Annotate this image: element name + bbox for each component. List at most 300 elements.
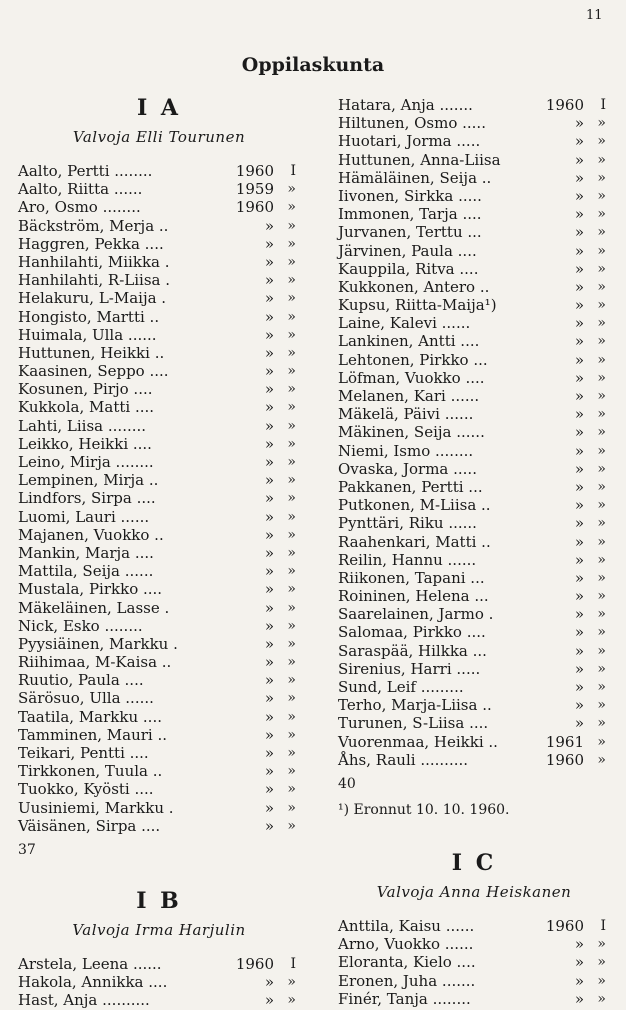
student-class: » [597,297,606,314]
student-year: » [264,416,274,435]
list-item [338,514,610,532]
student-year: » [574,971,584,990]
list-item [338,660,610,678]
student-class: » [597,406,606,423]
student-class: » [597,351,606,368]
student-class: » [597,936,606,953]
list-item [338,387,610,405]
student-name: Aro, Osmo ........ [18,198,141,217]
student-name: Huttunen, Heikki .. [18,343,165,362]
list-item [338,551,610,569]
student-name: Mäkeläinen, Lasse . [18,598,170,617]
student-class: » [287,599,296,616]
student-name: Mankin, Marja .... [18,543,154,562]
student-year: » [574,514,584,533]
student-name: Hiltunen, Osmo ..... [338,114,486,133]
student-year: » [574,659,584,678]
student-name: Mustala, Pirkko .... [18,580,163,599]
student-year: » [574,623,584,642]
student-class: » [597,533,606,550]
student-year: » [264,234,274,253]
student-class: I [290,163,296,179]
list-item [338,205,610,223]
student-year: » [264,634,274,653]
student-class: » [597,954,606,971]
student-class: » [287,326,296,343]
student-class: » [597,442,606,459]
student-class: » [597,660,606,677]
student-class: » [287,617,296,634]
student-name: Kauppila, Ritva .... [338,259,479,278]
student-name: Riihimaa, M-Kaisa .. [18,653,172,672]
student-year: » [574,387,584,405]
list-item [18,653,300,671]
student-year: 1960 [545,96,584,114]
student-class: » [287,974,296,991]
student-year: » [264,380,274,399]
student-name: Jurvanen, Terttu ... [338,223,482,242]
list-item [18,380,300,398]
page-title: Oppilaskunta [241,54,385,76]
student-name: Kukkonen, Antero .. [338,277,490,296]
student-class: » [287,217,296,234]
student-name: Leino, Mirja ........ [18,453,154,471]
student-name: Pakkanen, Pertti ... [338,477,483,496]
student-name: Åhs, Rauli .......... [338,750,469,769]
student-name: Huotari, Jorma ..... [338,132,481,151]
student-year: » [574,205,584,224]
student-year: » [264,271,274,290]
student-class: I [290,955,296,972]
list-item [18,489,300,507]
supervisor-ia: Valvoja Elli Tourunen [72,128,246,146]
student-class: » [597,115,606,132]
student-name: Kaasinen, Seppo .... [18,362,169,381]
student-year: » [574,605,584,624]
student-class: » [287,363,296,380]
list-item [18,526,300,544]
student-year: » [264,489,274,508]
student-year: » [264,307,274,326]
student-name: Taatila, Markku .... [18,707,162,726]
student-year: » [574,332,584,351]
student-class: » [287,526,296,543]
list-item [338,733,610,751]
student-class: » [287,781,296,798]
list-item [18,580,300,598]
student-name: Pyysiäinen, Markku . [18,634,178,653]
student-name: Lindfors, Sirpa .... [18,489,156,508]
student-year: » [574,441,584,460]
student-year: » [574,496,584,515]
list-item [18,235,300,253]
student-name: Vuorenmaa, Heikki .. [338,732,498,751]
student-name: Tuokko, Kyösti .... [18,780,154,799]
student-name: Hakola, Annikka .... [18,973,168,992]
student-class: » [287,581,296,598]
student-class: » [597,278,606,295]
list-item [338,587,610,605]
list-item [338,496,610,514]
student-list-ia [18,162,300,835]
student-count-ia: 37 [18,841,36,858]
student-year: » [264,543,274,562]
student-name: Terho, Marja-Liisa .. [338,696,492,715]
student-class: » [287,290,296,307]
student-class: » [287,563,296,580]
student-name: Haggren, Pekka .... [18,234,164,253]
student-name: Kukkola, Matti .... [18,398,155,417]
list-item [18,198,300,216]
student-class: » [597,224,606,241]
student-class: » [597,733,606,750]
student-name: Aalto, Pertti ........ [18,162,153,180]
student-list-ib-continued [338,96,610,769]
list-item [338,917,610,935]
list-item [338,114,610,132]
student-name: Iivonen, Sirkka ..... [338,186,482,205]
student-class: » [287,253,296,270]
student-name: Pynttäri, Riku ...... [338,514,477,533]
student-year: » [574,423,584,442]
student-class: » [287,381,296,398]
student-year: 1960 [235,954,274,973]
section-heading-ia: I A [136,95,182,121]
list-item [18,217,300,235]
student-name: Bäckström, Merja .. [18,216,169,235]
student-year: » [264,325,274,344]
list-item [338,169,610,187]
list-item [338,96,610,114]
student-year: 1961 [545,732,584,751]
list-item [18,362,300,380]
student-year: » [264,798,274,817]
student-name: Kosunen, Pirjo .... [18,380,153,399]
student-class: » [287,508,296,525]
list-item [18,689,300,707]
student-class: » [597,133,606,150]
list-item [338,972,610,990]
student-name: Eronen, Juha ....... [338,971,476,990]
student-name: Roininen, Helena ... [338,587,489,606]
list-item [18,635,300,653]
student-name: Putkonen, M-Liisa .. [338,496,491,515]
student-name: Huimala, Ulla ...... [18,325,157,344]
list-item [338,278,610,296]
student-class: » [287,472,296,489]
student-year: » [574,532,584,551]
section-heading-ib: I B [136,887,182,914]
list-item [338,242,610,260]
student-class: » [287,235,296,252]
student-year: » [574,277,584,296]
student-year: » [574,405,584,424]
student-name: Lehtonen, Pirkko ... [338,350,488,369]
student-class: » [287,344,296,361]
student-year: 1959 [235,180,274,199]
student-class: I [600,917,606,934]
list-item [18,562,300,580]
student-class: » [287,417,296,434]
student-name: Löfman, Vuokko .... [338,368,485,387]
student-year: » [264,689,274,708]
list-item [18,955,300,973]
student-class: » [597,551,606,568]
student-name: Uusiniemi, Markku . [18,798,174,817]
student-year: » [574,641,584,660]
student-class: » [287,544,296,561]
student-name: Kupsu, Riitta-Maija¹) [338,296,497,315]
student-class: » [597,515,606,532]
list-item [18,599,300,617]
student-name: Finér, Tanja ........ [338,989,471,1008]
student-year: » [264,762,274,781]
student-name: Tirkkonen, Tuula .. [18,762,163,781]
student-name: Hast, Anja .......... [18,991,150,1010]
list-item [18,253,300,271]
list-item [338,369,610,387]
student-name: Salomaa, Pirkko .... [338,623,486,642]
list-item [18,398,300,416]
student-class: » [597,972,606,989]
student-year: » [574,477,584,496]
student-class: » [287,726,296,743]
list-item [338,623,610,641]
student-class: » [597,242,606,259]
student-class: » [597,187,606,204]
list-item [18,471,300,489]
student-name: Nick, Esko ........ [18,616,143,635]
student-class: » [287,272,296,289]
list-item [338,296,610,314]
student-name: Immonen, Tarja .... [338,205,482,224]
student-year: » [264,289,274,308]
student-year: » [574,696,584,715]
list-item [18,744,300,762]
student-year: » [574,935,584,954]
student-class: » [597,588,606,605]
student-class: » [287,799,296,816]
student-year: » [264,343,274,362]
student-year: » [264,434,274,453]
supervisor-ib: Valvoja Irma Harjulin [72,920,246,939]
student-name: Teikari, Pentti .... [18,744,149,762]
list-item [18,617,300,635]
list-item [338,132,610,150]
student-name: Saarelainen, Jarmo . [338,605,494,624]
student-year: » [264,653,274,672]
list-item [18,671,300,689]
student-class: » [287,654,296,671]
student-year: » [264,780,274,799]
student-list-ic [338,917,610,1008]
student-class: I [600,97,606,113]
student-name: Särösuo, Ulla ...... [18,689,154,708]
student-name: Mäkelä, Päivi ...... [338,405,474,424]
student-name: Hongisto, Martti .. [18,307,160,326]
student-year: » [574,296,584,315]
student-class: » [287,199,296,216]
student-name: Melanen, Kari ...... [338,387,480,405]
student-class: » [287,708,296,725]
student-name: Reilin, Hannu ...... [338,550,477,569]
student-year: » [264,671,274,690]
list-item [338,460,610,478]
student-year: » [264,362,274,381]
list-item [18,453,300,471]
list-item [18,162,300,180]
student-year: » [574,714,584,733]
student-class: » [287,435,296,452]
list-item [18,544,300,562]
student-name: Majanen, Vuokko .. [18,525,164,544]
student-class: » [597,569,606,586]
student-year: » [264,398,274,417]
student-name: Huttunen, Anna-Liisa [338,150,501,169]
student-class: » [287,181,296,198]
right-column [338,96,610,1008]
student-name: Ruutio, Paula .... [18,671,144,690]
student-year: » [264,725,274,744]
list-item [338,990,610,1008]
list-item [338,332,610,350]
list-item [18,289,300,307]
list-item [18,973,300,991]
list-item [338,678,610,696]
student-name: Ovaska, Jorma ..... [338,459,477,478]
list-item [338,423,610,441]
student-class: » [287,635,296,652]
list-item [338,151,610,169]
student-class: » [597,424,606,441]
student-class: » [597,369,606,386]
student-class: » [287,992,296,1009]
list-item [18,271,300,289]
student-class: » [287,763,296,780]
student-class: » [597,751,606,768]
student-year: » [574,168,584,187]
student-year: » [264,598,274,617]
student-year: » [574,568,584,587]
student-list-ib [18,955,300,1010]
student-year: » [574,186,584,205]
student-name: Hanhilahti, Miikka . [18,252,170,271]
student-name: Luomi, Lauri ...... [18,507,150,526]
list-item [18,817,300,835]
student-name: Lankinen, Antti .... [338,332,480,351]
student-name: Eloranta, Kielo .... [338,953,476,972]
student-year: » [264,453,274,471]
student-class: » [287,745,296,761]
list-item [338,533,610,551]
list-item [338,405,610,423]
list-item [18,991,300,1009]
list-item [338,751,610,769]
student-count-ib: 40 [338,775,356,792]
student-name: Anttila, Kaisu ...... [338,916,475,935]
student-name: Laine, Kalevi ...... [338,314,471,333]
list-item [338,569,610,587]
list-item [18,708,300,726]
list-item [18,326,300,344]
student-class: » [597,642,606,659]
student-year: » [574,223,584,242]
list-item [18,726,300,744]
student-year: » [264,525,274,544]
student-name: Helakuru, L-Maija . [18,289,167,308]
student-class: » [597,206,606,223]
student-name: Sirenius, Harri ..... [338,659,481,678]
student-name: Järvinen, Paula .... [338,241,477,260]
student-class: » [597,388,606,404]
student-year: » [574,368,584,387]
list-item [338,260,610,278]
list-item [18,180,300,198]
list-item [18,417,300,435]
student-name: Leikko, Heikki .... [18,434,152,453]
student-year: » [574,678,584,696]
student-year: » [574,259,584,278]
list-item [338,605,610,623]
student-year: » [264,580,274,599]
student-year: » [264,252,274,271]
list-item [338,642,610,660]
student-name: Riikonen, Tapani ... [338,568,485,587]
student-class: » [287,490,296,507]
student-year: » [264,744,274,762]
student-year: » [264,471,274,490]
student-class: » [287,672,296,689]
student-year: » [574,953,584,972]
student-class: » [597,260,606,277]
list-item [338,953,610,971]
student-year: » [574,132,584,151]
student-class: » [597,679,606,695]
student-year: » [574,114,584,133]
list-item [338,935,610,953]
list-item [338,314,610,332]
student-year: 1960 [545,750,584,769]
list-item [18,780,300,798]
list-item [338,187,610,205]
student-class: » [597,333,606,350]
student-name: Turunen, S-Liisa .... [338,714,489,733]
student-name: Tamminen, Mauri .. [18,725,167,744]
supervisor-ic: Valvoja Anna Heiskanen [376,882,572,901]
student-class: » [287,399,296,416]
left-column [18,94,300,1010]
list-item [338,223,610,241]
list-item [18,308,300,326]
student-class: » [287,690,296,707]
student-class: » [597,169,606,186]
list-item [18,762,300,780]
student-name: Arstela, Leena ...... [18,954,162,973]
student-class: » [597,606,606,623]
student-year: » [574,150,584,169]
student-year: » [264,616,274,635]
list-item [18,508,300,526]
list-item [338,478,610,496]
student-name: Väisänen, Sirpa .... [18,816,161,835]
student-year: 1960 [545,916,584,935]
student-name: Saraspää, Hilkka ... [338,641,487,660]
student-year: » [574,587,584,606]
student-class: » [597,315,606,332]
student-name: Aalto, Riitta ...... [18,180,143,199]
list-item [338,442,610,460]
student-class: » [597,151,606,168]
